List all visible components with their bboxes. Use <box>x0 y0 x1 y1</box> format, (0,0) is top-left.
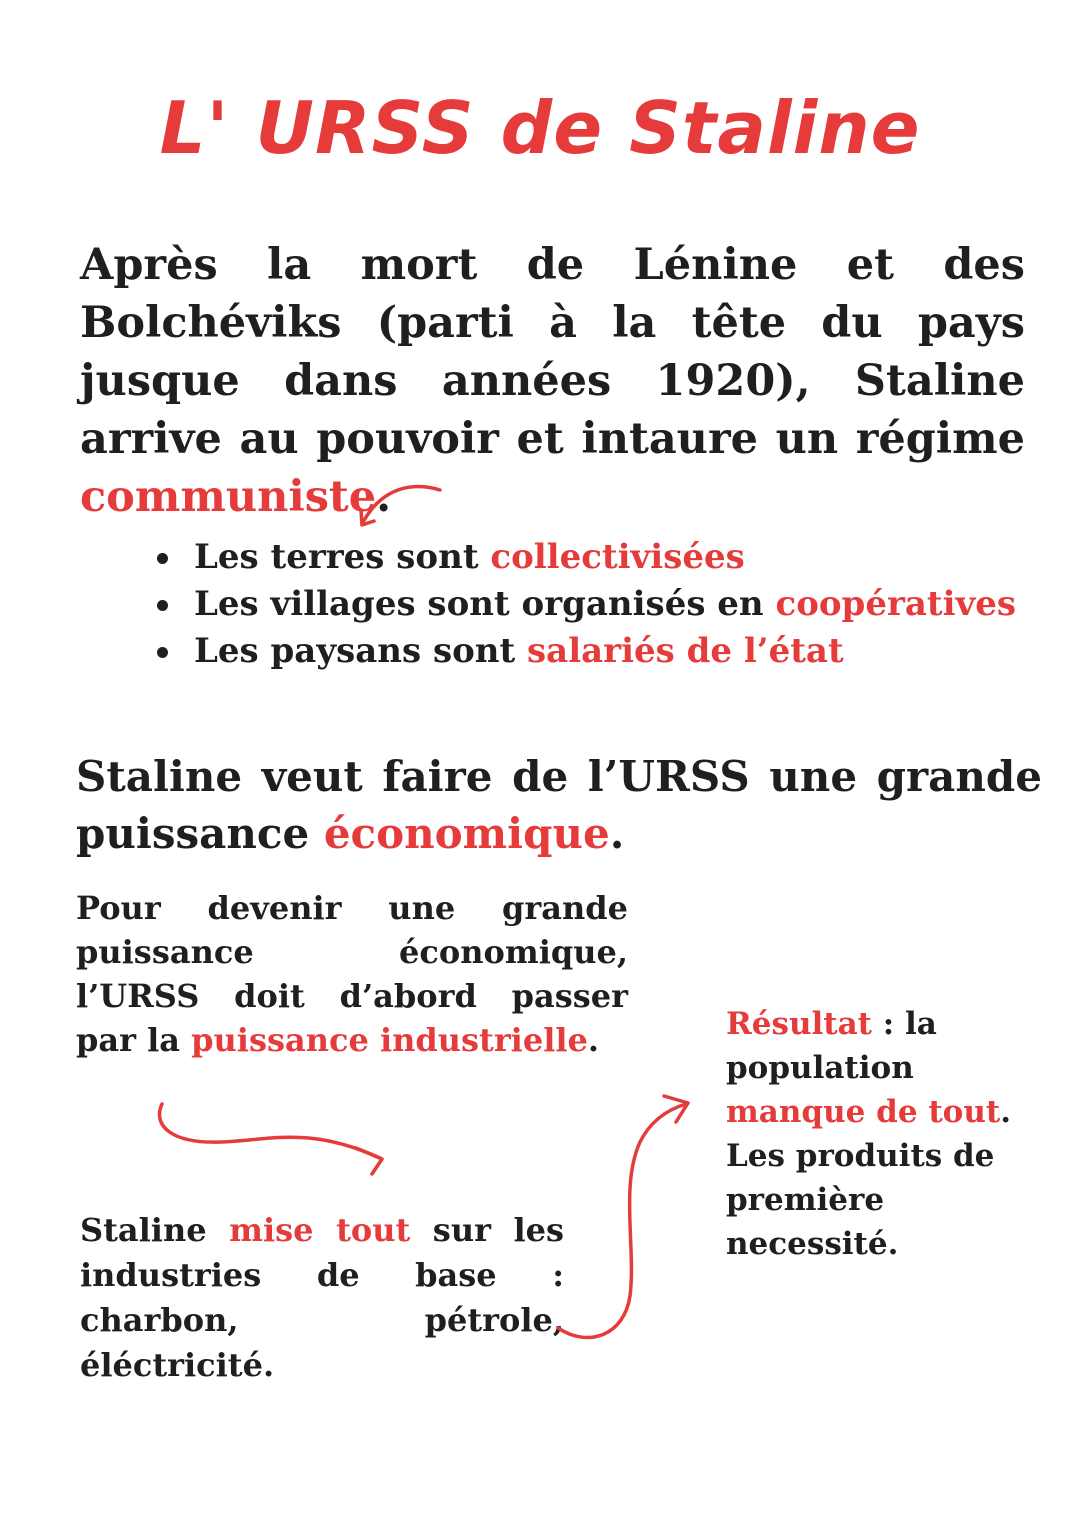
intro-paragraph <box>80 236 1025 526</box>
intro-text: Après la mort de Lénine et des Bolchéviks (parti à la tête du pays jusque dans années 1920), Staline arrive au pouvoir et intaure un régime <box>80 240 1025 464</box>
economy-heading: Staline veut faire de l’URSS une grande puissance économique. <box>76 752 1042 858</box>
economy-highlight: économique <box>323 809 610 858</box>
bullet-dot-icon <box>157 600 168 611</box>
bullet-list <box>150 534 1016 675</box>
wavy-arrow-icon <box>150 1096 400 1186</box>
intro-end: . <box>376 472 392 522</box>
heavy-industry-paragraph: Staline mise tout sur les industries de base : charbon, pétrole, éléctricité. <box>80 1211 565 1384</box>
curved-arrow-icon <box>352 480 452 540</box>
page-title: L' URSS de Staline <box>159 86 921 170</box>
bullet-dot-icon <box>157 553 168 564</box>
list-item: Les terres sont collectivisées <box>150 534 1016 581</box>
industry-paragraph: Pour devenir une grande puissance économique, l’URSS doit d’abord passer par la puissance industrielle. <box>76 889 628 1059</box>
bullet-dot-icon <box>157 647 168 658</box>
result-highlight: manque de tout <box>726 1094 1001 1130</box>
result-label: Résultat <box>726 1006 872 1042</box>
industry-highlight: puissance industrielle <box>191 1021 588 1059</box>
intro-highlight: communiste <box>80 472 377 522</box>
heavy-industry-highlight: mise tout <box>229 1211 411 1249</box>
swoop-arrow-icon <box>548 1090 708 1350</box>
result-paragraph: Résultat : la population manque de tout. Les produits de première necessité. <box>726 1006 1011 1262</box>
list-item: Les paysans sont salariés de l’état <box>150 628 1016 675</box>
list-item: Les villages sont organisés en coopératives <box>150 581 1016 628</box>
